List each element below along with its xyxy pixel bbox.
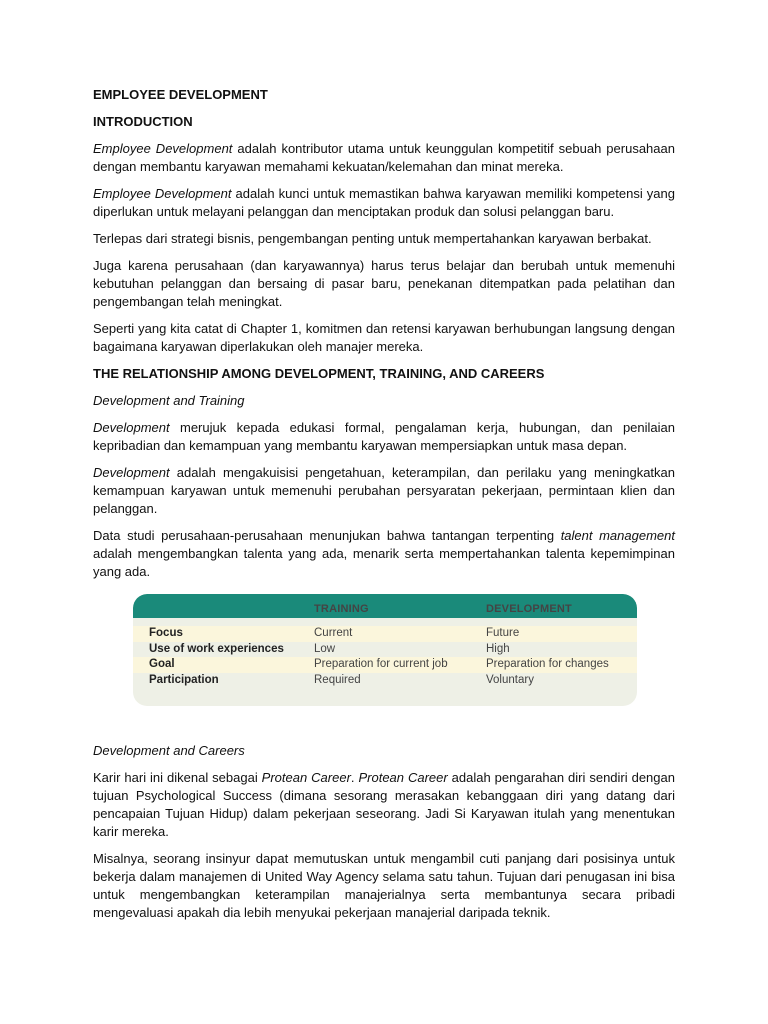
- dev-training-paragraph-2: [93, 464, 675, 518]
- row-development-value: Preparation for changes: [486, 658, 609, 670]
- dev-careers-p1-start: Karir hari ini dikenal sebagai: [93, 770, 262, 785]
- document-title: EMPLOYEE DEVELOPMENT: [93, 87, 268, 102]
- intro-p2-text: adalah kunci untuk memastikan bahwa karyawan memiliki kompetensi yang diperlukan untuk melayani pelanggan dan menciptakan produk dan solusi pelanggan baru.: [93, 186, 675, 219]
- row-label: Goal: [149, 658, 175, 670]
- document-page: [93, 86, 675, 931]
- dev-training-paragraph-3: [93, 527, 675, 581]
- table-header: [133, 594, 637, 618]
- row-training-value: Current: [314, 627, 353, 639]
- table-header-training: TRAINING: [314, 603, 369, 615]
- dev-training-paragraph-1: [93, 419, 675, 455]
- dev-careers-p1-mid: .: [350, 770, 359, 785]
- intro-p1-text: adalah kontributor utama untuk keunggulan kompetitif sebuah perusahaan dengan membantu karyawan memahami kekuatan/kelemahan dan minat mereka.: [93, 141, 675, 174]
- section-heading-relationship: THE RELATIONSHIP AMONG DEVELOPMENT, TRAINING, AND CAREERS: [93, 366, 545, 381]
- table-body: [133, 626, 637, 688]
- dev-training-p3-emphasis: talent management: [560, 528, 675, 543]
- intro-paragraph-2: [93, 185, 675, 221]
- row-training-value: Required: [314, 673, 361, 686]
- dev-training-p1-text: merujuk kepada edukasi formal, pengalaman kerja, hubungan, dan penilaian kepribadian dan kemampuan yang membantu karyawan mempersiapkan untuk masa depan.: [93, 420, 675, 453]
- row-training-value: Preparation for current job: [314, 658, 448, 670]
- dev-careers-p1-end: adalah pengarahan diri sendiri dengan tujuan Psychological Success (dimana sesorang merasakan kebanggaan diri yang datang dari pencapaian Tujuan Hidup) dalam pekerjaan seseorang. Jadi Si Karyawan itulah yang menentukan karir mereka.: [93, 770, 675, 839]
- intro-paragraph-5: Seperti yang kita catat di Chapter 1, komitmen dan retensi karyawan berhubungan langsung dengan bagaimana karyawan diperlakukan oleh manajer mereka.: [93, 321, 675, 354]
- row-label: Participation: [149, 673, 219, 686]
- training-vs-development-table: [133, 594, 637, 706]
- row-label: Focus: [149, 627, 183, 639]
- dev-training-p3-end: adalah mengembangkan talenta yang ada, menarik serta mempertahankan talenta kepemimpinan yang ada.: [93, 546, 675, 579]
- dev-careers-paragraph-2: Misalnya, seorang insinyur dapat memutuskan untuk mengambil cuti panjang dari posisinya untuk bekerja dalam manajemen di United Way Agency selama satu tahun. Tujuan dari penugasan ini bisa untuk mengembangkan keterampilan manajerialnya serta membantunya secara pribadi mengevaluasi apakah dia lebih menyukai pekerjaan manajerial daripada teknik.: [93, 851, 675, 920]
- dev-careers-paragraph-1: [93, 769, 675, 841]
- dev-training-p2-emphasis: Development: [93, 465, 170, 480]
- section-heading-introduction: INTRODUCTION: [93, 114, 193, 129]
- intro-paragraph-1: [93, 140, 675, 176]
- row-label: Use of work experiences: [149, 642, 284, 655]
- subheading-development-careers: Development and Careers: [93, 743, 245, 758]
- table-row: [133, 657, 637, 673]
- table-header-development: DEVELOPMENT: [486, 603, 572, 615]
- row-training-value: Low: [314, 642, 336, 655]
- dev-training-p3-start: Data studi perusahaan-perusahaan menunjukan bahwa tantangan terpenting: [93, 528, 561, 543]
- table-row: [133, 626, 637, 642]
- row-development-value: Future: [486, 627, 520, 639]
- intro-paragraph-4: Juga karena perusahaan (dan karyawannya) harus terus belajar dan berubah untuk memenuhi kebutuhan pelanggan dan bersaing di pasar baru, penekanan ditempatkan pada pelatihan dan pengembangan telah meningkat.: [93, 258, 675, 309]
- intro-p2-emphasis: Employee Development: [93, 186, 232, 201]
- row-development-value: High: [486, 642, 510, 655]
- dev-careers-p1-emphasis-2: Protean Career: [358, 770, 448, 785]
- dev-careers-p1-emphasis-1: Protean Career: [261, 770, 351, 785]
- table-row: [133, 673, 637, 689]
- intro-paragraph-3: Terlepas dari strategi bisnis, pengembangan penting untuk mempertahankan karyawan berbakat.: [93, 231, 652, 246]
- intro-p1-emphasis: Employee Development: [93, 141, 233, 156]
- dev-training-p1-emphasis: Development: [93, 420, 170, 435]
- row-development-value: Voluntary: [486, 673, 534, 686]
- table-row: [133, 642, 637, 658]
- subheading-development-training: Development and Training: [93, 393, 245, 408]
- dev-training-p2-text: adalah mengakuisisi pengetahuan, keterampilan, dan perilaku yang meningkatkan kemampuan karyawan untuk memenuhi perubahan persyaratan pekerjaan, permintaan klien dan pelanggan.: [93, 465, 675, 516]
